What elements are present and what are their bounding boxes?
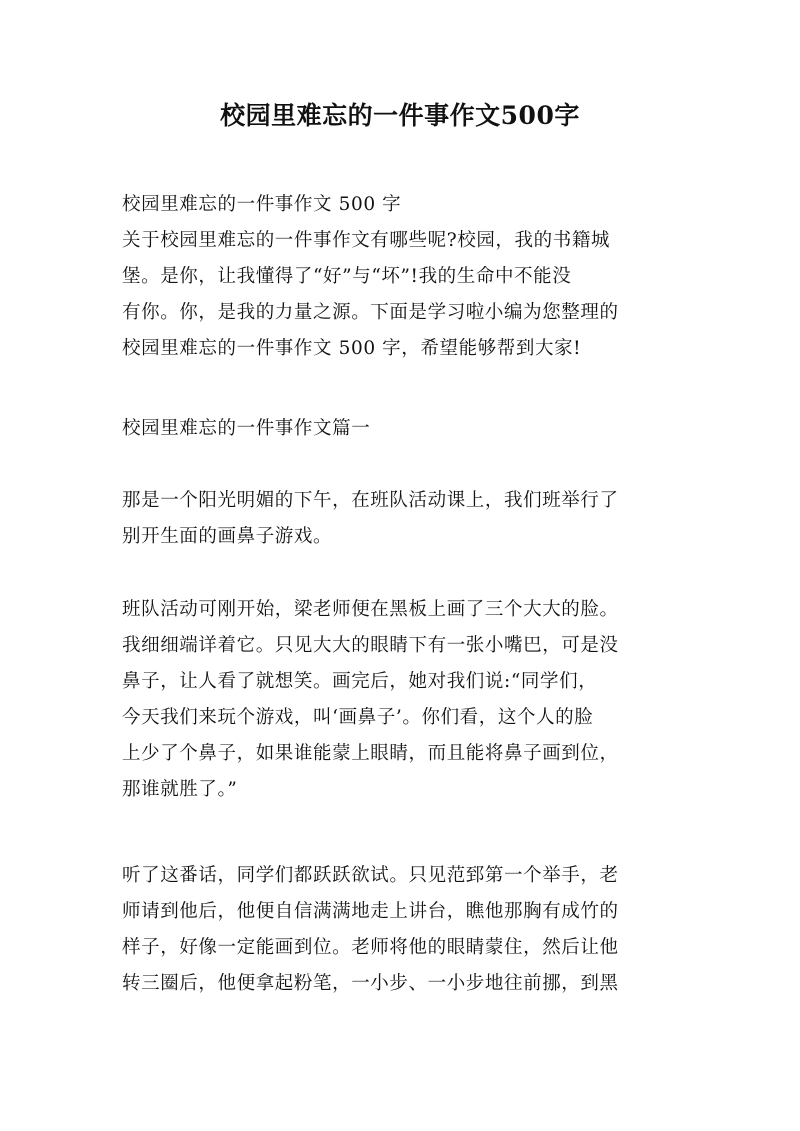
- document-title: 校园里难忘的一件事作文500字: [220, 101, 580, 130]
- text-line: 我细细端详着它。只见大大的眼睛下有一张小嘴巴，可是没: [122, 635, 619, 656]
- section-heading-text: 校园里难忘的一件事作文篇一: [122, 418, 371, 439]
- text-line: 关于校园里难忘的一件事作文有哪些呢?校园，我的书籍城: [122, 230, 611, 251]
- text-line: 别开生面的画鼻子游戏。: [122, 526, 333, 547]
- text-line: 转三圈后，他便拿起粉笔，一小步、一小步地往前挪，到黑: [122, 973, 619, 994]
- text-line: 校园里难忘的一件事作文 500 字，希望能够帮到大家!: [122, 338, 582, 359]
- text-line: 听了这番话，同学们都跃跃欲试。只见范郅第一个举手，老: [122, 865, 619, 886]
- intro-paragraph: [122, 187, 702, 367]
- text-line: 今天我们来玩个游戏，叫‘画鼻子’。你们看，这个人的脸: [122, 707, 594, 728]
- paragraph-3: [122, 858, 702, 1002]
- text-line: 堡。是你，让我懂得了“好”与“坏”!我的生命中不能没: [122, 266, 572, 287]
- text-line: 样子，好像一定能画到位。老师将他的眼睛蒙住，然后让他: [122, 937, 619, 958]
- text-line: 班队活动可刚开始，梁老师便在黑板上画了三个大大的脸。: [122, 599, 619, 620]
- text-line: 上少了个鼻子，如果谁能蒙上眼睛，而且能将鼻子画到位，: [122, 743, 619, 764]
- text-line: 那是一个阳光明媚的下午，在班队活动课上，我们班举行了: [122, 490, 619, 511]
- text-line: 师请到他后，他便自信满满地走上讲台，瞧他那胸有成竹的: [122, 901, 619, 922]
- paragraph-1: [122, 483, 702, 555]
- text-line: 鼻子，让人看了就想笑。画完后，她对我们说:“同学们，: [122, 671, 598, 692]
- section-heading: [122, 411, 702, 447]
- text-line: 那谁就胜了。”: [122, 779, 238, 800]
- text-line: 有你。你，是我的力量之源。下面是学习啦小编为您整理的: [122, 302, 619, 323]
- paragraph-2: [122, 592, 702, 808]
- text-line: 校园里难忘的一件事作文 500 字: [122, 194, 402, 215]
